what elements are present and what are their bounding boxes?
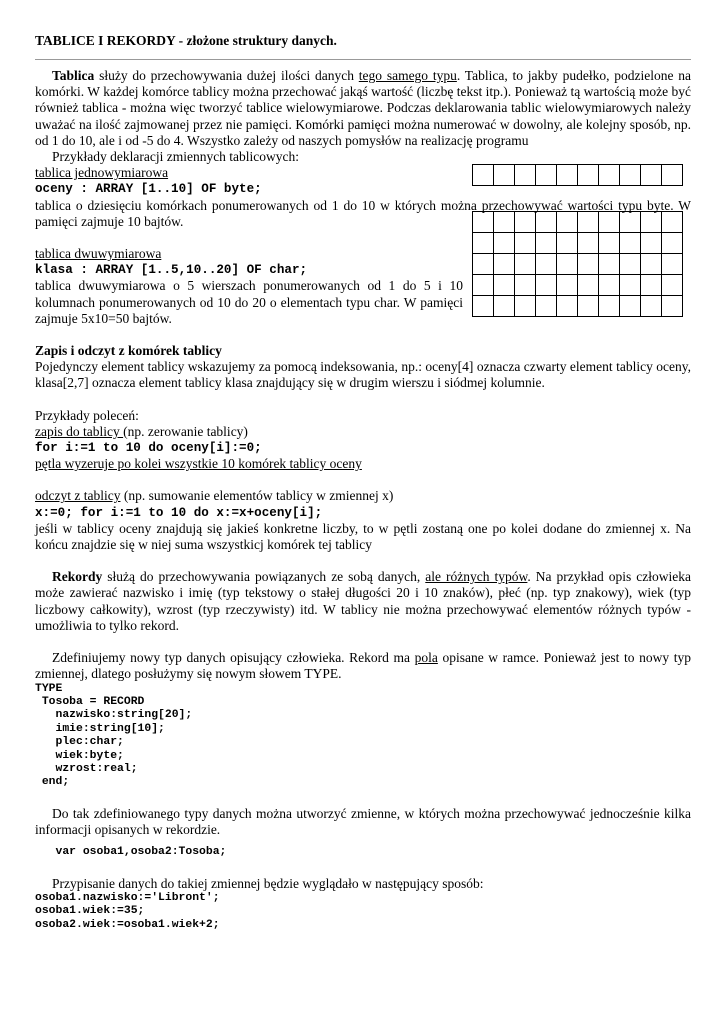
array-cell (494, 275, 515, 296)
term-tablica: Tablica (52, 68, 95, 83)
define-text-1: Zdefiniujemy nowy typ danych opisujący człowieka. Rekord ma (52, 650, 415, 666)
array-cell (578, 296, 599, 317)
read-desc: jeśli w tablicy oceny znajdują się jakieś konkretne liczby, to w pętli zostaną one po kolei dodane do zmiennej x. Na końcu znajdzie się w niej suma wszystkicj komórek tej tablicy (35, 520, 691, 553)
page-title: TABLICE I REKORDY - złożone struktury danych. (35, 33, 337, 48)
two-dim-desc: tablica dwuwymiarowa o 5 wierszach ponumerowanych od 1 do 5 i 10 kolumnach ponumerowanych od 10 do 20 o elementach typu char. W pamięci zajmuje 5x10=50 bajtów. (35, 278, 463, 326)
array-cell (494, 254, 515, 275)
intro-text-1: służy do przechowywania dużej ilości danych (94, 68, 359, 83)
one-dim-desc: tablica o dziesięciu komórkach ponumerowanych od 1 do 10 w których można przechowywać wartości typu byte. W pamięci zajmuje 10 bajtów. (35, 197, 691, 229)
array-cell (662, 233, 683, 254)
array-cell (515, 233, 536, 254)
write-desc: pętla wyzeruje po kolei wszystkie 10 komórek tablicy oceny (35, 456, 362, 472)
type-definition-code: TYPE Tosoba = RECORD nazwisko:string[20]; imie:string[10]; plec:char; wiek:byte; wzrost:real; end; (35, 682, 193, 789)
var-declaration-code: var osoba1,osoba2:Tosoba; (35, 846, 227, 859)
records-paragraph (35, 569, 691, 634)
one-dim-code: oceny : ARRAY [1..10] OF byte; (35, 182, 262, 197)
array-cell (641, 165, 662, 186)
array-cell (641, 212, 662, 233)
commands-intro: Przykłady poleceń: (35, 407, 139, 423)
fields-word: pola (414, 650, 438, 666)
array-cell (515, 212, 536, 233)
intro-paragraph (35, 68, 691, 149)
array-cell (536, 254, 557, 275)
read-note: (np. sumowanie elementów tablicy w zmiennej x) (120, 488, 394, 504)
one-dim-array-diagram (472, 164, 683, 186)
array-cell (557, 165, 578, 186)
array-cell (494, 233, 515, 254)
array-cell (536, 275, 557, 296)
variables-paragraph: Do tak zdefiniowanego typy danych można utworzyć zmienne, w których można przechowywać jednocześnie kilka informacji opisanych w rekordzie. (35, 805, 691, 837)
array-cell (620, 233, 641, 254)
examples-intro: Przykłady deklaracji zmiennych tablicowych: (52, 149, 300, 165)
array-cell (473, 296, 494, 317)
array-cell (515, 296, 536, 317)
term-rekordy: Rekordy (52, 569, 103, 585)
array-cell (473, 165, 494, 186)
array-cell (662, 296, 683, 317)
array-cell (473, 275, 494, 296)
array-cell (515, 165, 536, 186)
array-cell (599, 296, 620, 317)
write-label: zapis do tablicy (35, 423, 124, 439)
array-cell (494, 165, 515, 186)
array-cell (494, 296, 515, 317)
read-label: odczyt z tablicy (35, 488, 121, 504)
define-type-paragraph (35, 650, 691, 682)
array-cell (536, 212, 557, 233)
array-cell (536, 165, 557, 186)
assignment-paragraph: Przypisanie danych do takiej zmiennej będzie wyglądało w następujący sposób: (52, 875, 484, 891)
array-cell (641, 296, 662, 317)
different-types-phrase: ale różnych typów (425, 569, 528, 585)
two-dim-code: klasa : ARRAY [1..5,10..20] OF char; (35, 263, 308, 278)
read-line (35, 488, 691, 504)
array-cell (620, 165, 641, 186)
array-cell (473, 212, 494, 233)
write-code: for i:=1 to 10 do oceny[i]:=0; (35, 441, 262, 456)
array-cell (599, 165, 620, 186)
array-cell (641, 233, 662, 254)
array-cell (662, 254, 683, 275)
array-cell (515, 254, 536, 275)
two-dim-heading: tablica dwuwymiarowa (35, 246, 162, 262)
document-page (35, 33, 691, 932)
array-cell (662, 165, 683, 186)
array-cell (599, 275, 620, 296)
array-cell (557, 254, 578, 275)
array-cell (578, 254, 599, 275)
array-cell (515, 275, 536, 296)
two-dim-array-diagram (472, 211, 683, 317)
array-cell (557, 296, 578, 317)
array-cell (620, 275, 641, 296)
array-cell (473, 254, 494, 275)
array-cell (578, 165, 599, 186)
array-cell (536, 296, 557, 317)
write-line (35, 424, 691, 440)
intro-text-2: . Tablica, to jakby pudełko, podzielone na komórki. W każdej komórce tablicy można przechować jakąś wartość (liczbę tekst itp.). Ponieważ tą wartością może być również tablica - można więc tworzyć tablice wielowymiarowe. Podczas deklarowania tablic wielowymiarowych należy uważać na ilość zajmowanej przez nie pamięci. Komórki pamięci można numerować w dowolny, ale kolejny sposób, np. od 1 do 10, ale i od -5 do 4. Wszystko zależy od naszych pomysłów na realizację programu (35, 68, 692, 148)
array-cell (557, 212, 578, 233)
one-dim-heading: tablica jednowymiarowa (35, 165, 169, 181)
array-cell (578, 275, 599, 296)
title-divider (35, 59, 691, 60)
read-code: x:=0; for i:=1 to 10 do x:=x+oceny[i]; (35, 505, 323, 520)
array-cell (578, 212, 599, 233)
array-cell (641, 254, 662, 275)
records-text-1: służą do przechowywania powiązanych ze sobą danych, (102, 569, 426, 585)
array-cell (494, 212, 515, 233)
array-cell (473, 233, 494, 254)
array-cell (620, 296, 641, 317)
array-cell (578, 233, 599, 254)
array-cell (662, 275, 683, 296)
array-cell (599, 212, 620, 233)
two-dim-section (35, 246, 691, 327)
write-note: (np. zerowanie tablicy) (123, 423, 248, 439)
array-cell (599, 233, 620, 254)
rw-desc: Pojedynczy element tablicy wskazujemy za pomocą indeksowania, np.: oceny[4] oznacza czwarty element tablicy oceny, klasa[2,7] oznacza element tablicy klasa znajdujący się w drugim wierszu i siódmej kolumnie. (35, 359, 691, 391)
define-text-2: opisane w ramce. Ponieważ jest to nowy typ zmiennej, dlatego posłużymy się nowym słowem TYPE. (35, 650, 691, 682)
array-cell (557, 233, 578, 254)
array-cell (620, 254, 641, 275)
array-cell (557, 275, 578, 296)
same-type-phrase: tego samego typu (358, 68, 457, 83)
rw-heading: Zapis i odczyt z komórek tablicy (35, 343, 222, 359)
array-cell (620, 212, 641, 233)
array-cell (536, 233, 557, 254)
array-cell (599, 254, 620, 275)
records-text-2: . Na przykład opis człowieka może zawierać nazwisko i imię (typ tekstowy o stałej długości 20 i 10 znaków), płeć (np. typ znakowy), wiek (typ liczbowy całkowity), wzrost (typ rzeczywisty) itd. W tablicy nie można przechowywać elementów różnych typów - umożliwia to tylko rekord. (35, 569, 691, 633)
array-cell (662, 212, 683, 233)
assignment-code: osoba1.nazwisko:='Libront'; osoba1.wiek:=35; osoba2.wiek:=osoba1.wiek+2; (35, 891, 220, 931)
array-cell (641, 275, 662, 296)
